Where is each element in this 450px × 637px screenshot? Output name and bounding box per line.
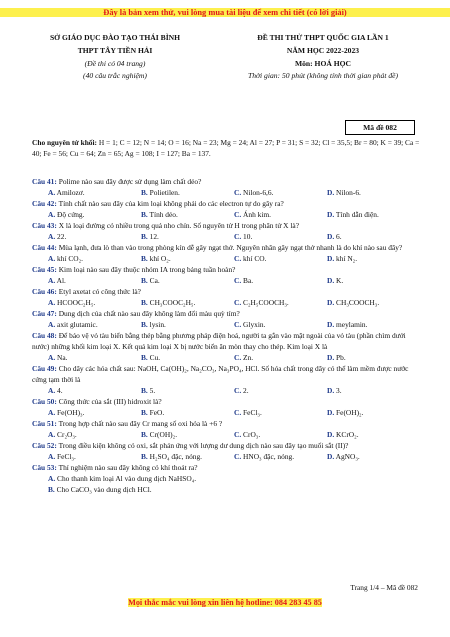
question-label: Câu 53: <box>32 463 57 472</box>
option-c: C. FeCl₃. <box>234 408 262 417</box>
option-a: A. Amilozơ. <box>48 188 85 197</box>
question-label: Câu 45: <box>32 265 57 274</box>
school-info <box>40 32 190 83</box>
atomic-masses <box>32 137 422 159</box>
option-c: C. Zn. <box>234 353 254 362</box>
question-count-note: (40 câu trắc nghiệm) <box>83 71 147 81</box>
option-d: D. Fe(OH)₂. <box>327 408 364 417</box>
question-44 <box>32 242 424 253</box>
question-label: Câu 51: <box>32 419 57 428</box>
option-b: B. CH₃COOC₂H₅. <box>141 298 196 307</box>
question-46 <box>32 286 424 297</box>
exam-title: ĐỀ THI THỬ THPT QUỐC GIA LẦN 1 <box>257 33 389 42</box>
question-42 <box>32 198 424 209</box>
answer-options <box>32 429 424 440</box>
preview-banner: Đây là bản xem thử, vui lòng mua tài liệu để xem chi tiết (có lời giải) <box>0 8 450 17</box>
option-a: A. FeCl₃. <box>48 452 76 461</box>
option-c: C. CrO₃. <box>234 430 261 439</box>
answer-options <box>32 407 424 418</box>
option-d: D. Nilon-6. <box>327 188 361 197</box>
option-c: C. Ba. <box>234 276 254 285</box>
option-b: B. H₂SO₄ đặc, nóng. <box>141 452 203 461</box>
option-a: A. axit glutamic. <box>48 320 98 329</box>
question-stem: Mùa lạnh, đưa lò than vào trong phòng kín dễ gây ngạt thở. Nguyên nhân gây ngạt thở nhanh là do khí nào sau đây? <box>58 243 403 252</box>
question-45 <box>32 264 424 275</box>
question-stem: Tính chất nào sau đây của kim loại không phải do các electron tự do gây ra? <box>58 199 284 208</box>
option-b: B. FeO. <box>141 408 165 417</box>
question-stem: Để bảo vệ vỏ tàu biển bằng thép bằng phương pháp điện hoá, người ta gắn vào mặt ngoài của vỏ tàu (phần chìm dưới nước) những khối kim loại X. Kết quả kim loại X bị nước biển ăn mòn thay cho thép. Kim loại X là <box>32 331 406 351</box>
question-label: Câu 49: <box>32 364 57 373</box>
subject: Môn: HOÁ HỌC <box>294 58 352 68</box>
option-a: A. Fe(OH)₃. <box>48 408 85 417</box>
option-b: B. Polietilen. <box>141 188 180 197</box>
question-list <box>32 176 424 495</box>
question-label: Câu 52: <box>32 441 57 450</box>
question-52 <box>32 440 424 451</box>
exam-info <box>218 32 428 83</box>
answer-options <box>32 385 424 396</box>
option-d: D. Tính dẫn điện. <box>327 210 379 219</box>
hotline-text: Mọi thắc mắc vui lòng xin liên hệ hotline: 084 283 45 85 <box>128 598 322 607</box>
option-d: D. Pb. <box>327 353 346 362</box>
option-c: C. Ánh kim. <box>234 210 271 219</box>
option-b: B. khí O₂. <box>141 254 171 263</box>
option-d: D. khí N₂. <box>327 254 358 263</box>
option-b: B. Cr(OH)₂. <box>141 430 178 439</box>
question-stem: Polime nào sau đây được sử dụng làm chất dẻo? <box>58 177 202 186</box>
option-b: B. 12. <box>141 232 159 241</box>
option-d: D. meylamin. <box>327 320 368 329</box>
question-stem: Trong hợp chất nào sau đây Cr mang số oxi hóa là +6 ? <box>58 419 223 428</box>
question-label: Câu 43: <box>32 221 57 230</box>
question-51 <box>32 418 424 429</box>
question-53 <box>32 462 424 473</box>
option-a: A. Độ cứng. <box>48 210 85 219</box>
exam-code-box: Mã đề 082 <box>345 120 415 135</box>
question-41 <box>32 176 424 187</box>
answer-options <box>32 451 424 462</box>
question-48 <box>32 330 424 352</box>
page-count-note: (Đề thi có 04 trang) <box>84 58 146 68</box>
option-b: B. Cu. <box>141 353 161 362</box>
option-b: B. Tính dẻo. <box>141 210 178 219</box>
option-b: B. Ca. <box>141 276 160 285</box>
question-49 <box>32 363 424 385</box>
question-label: Câu 48: <box>32 331 57 340</box>
option-c: C. Glyxin. <box>234 320 266 329</box>
time-limit: Thời gian: 50 phút (không tính thời gian phát đề) <box>247 71 399 81</box>
answer-options <box>32 352 424 363</box>
option-c: C. HNO₃ đặc, nóng. <box>234 452 295 461</box>
option-d: D. KCrO₂. <box>327 430 359 439</box>
question-stem: Dung dịch của chất nào sau đây không làm đổi màu quỳ tím? <box>58 309 240 318</box>
answer-options <box>32 297 424 308</box>
option-a: A. khí CO₂. <box>48 254 84 263</box>
option-a: A. 22. <box>48 232 67 241</box>
option-a: A. 4. <box>48 386 63 395</box>
option-c: C. 2. <box>234 386 249 395</box>
page-number: Trang 1/4 – Mã đề 082 <box>350 583 418 592</box>
question-50 <box>32 396 424 407</box>
question-label: Câu 44: <box>32 243 57 252</box>
question-label: Câu 47: <box>32 309 57 318</box>
atomic-masses-values: H = 1; C = 12; N = 14; O = 16; Na = 23; Mg = 24; Al = 27; P = 31; S = 32; Cl = 35,5; Br = 80; K = 39; Ca = 40; Fe = 56; Cu = 64; Zn = 65; Ag = 108; I = 127; Ba = 137. <box>32 138 420 158</box>
answer-options <box>32 231 424 242</box>
question-stem: Etyl axetat có công thức là? <box>58 287 141 296</box>
option-c: C. 10. <box>234 232 253 241</box>
answer-options <box>32 253 424 264</box>
option-a: A. Cho thanh kim loại Al vào dung dịch NaHSO₄. <box>48 474 197 483</box>
question-stem: X là loại đường có nhiều trong quả nho chín. Số nguyên tử H trong phân tử X là? <box>58 221 299 230</box>
question-label: Câu 42: <box>32 199 57 208</box>
question-stem: Kim loại nào sau đây thuộc nhóm IA trong bảng tuần hoàn? <box>58 265 236 274</box>
option-c: C. C₂H₅COOCH₃. <box>234 298 289 307</box>
option-d: D. K. <box>327 276 344 285</box>
department-name: SỞ GIÁO DỤC ĐÀO TẠO THÁI BÌNH <box>49 33 181 42</box>
option-d: D. CH₃COOCH₃. <box>327 298 380 307</box>
option-d: D. 3. <box>327 386 342 395</box>
option-a: A. HCOOC₂H₅. <box>48 298 96 307</box>
question-43 <box>32 220 424 231</box>
option-a: A. Cr₂O₃. <box>48 430 77 439</box>
option-c: C. khí CO. <box>234 254 267 263</box>
option-d: D. AgNO₃. <box>327 452 360 461</box>
question-label: Câu 41: <box>32 177 57 186</box>
answer-options <box>32 187 424 198</box>
question-label: Câu 50: <box>32 397 57 406</box>
option-d: D. 6. <box>327 232 342 241</box>
question-47 <box>32 308 424 319</box>
question-stem: Thí nghiệm nào sau đây không có khí thoát ra? <box>58 463 198 472</box>
hotline-footer <box>0 598 450 607</box>
option-b: B. lysin. <box>141 320 166 329</box>
answer-options <box>32 319 424 330</box>
option-b: B. Cho CaCO₃ vào dung dịch HCl. <box>48 485 152 494</box>
question-stem: Công thức của sắt (III) hidroxit là? <box>58 397 162 406</box>
option-b: B. 5. <box>141 386 156 395</box>
question-stem: Cho dãy các hóa chất sau: NaOH, Ca(OH)₂, Na₂CO₃, Na₃PO₄, HCl. Số hóa chất trong dãy có thể làm mềm được nước cứng tạm thời là <box>32 364 409 384</box>
question-label: Câu 46: <box>32 287 57 296</box>
answer-options <box>32 209 424 220</box>
answer-options <box>32 275 424 286</box>
option-a: A. Na. <box>48 353 68 362</box>
school-name: THPT TÂY TIỀN HẢI <box>77 45 153 55</box>
atomic-masses-label: Cho nguyên tử khối: <box>32 138 98 147</box>
question-stem: Trong điều kiện không có oxi, sắt phản ứng với lượng dư dung dịch nào sau đây tạo muối sắt (II)? <box>58 441 349 450</box>
option-a: A. Al. <box>48 276 66 285</box>
option-c: C. Nilon-6,6. <box>234 188 274 197</box>
school-year: NĂM HỌC 2022-2023 <box>286 45 360 55</box>
